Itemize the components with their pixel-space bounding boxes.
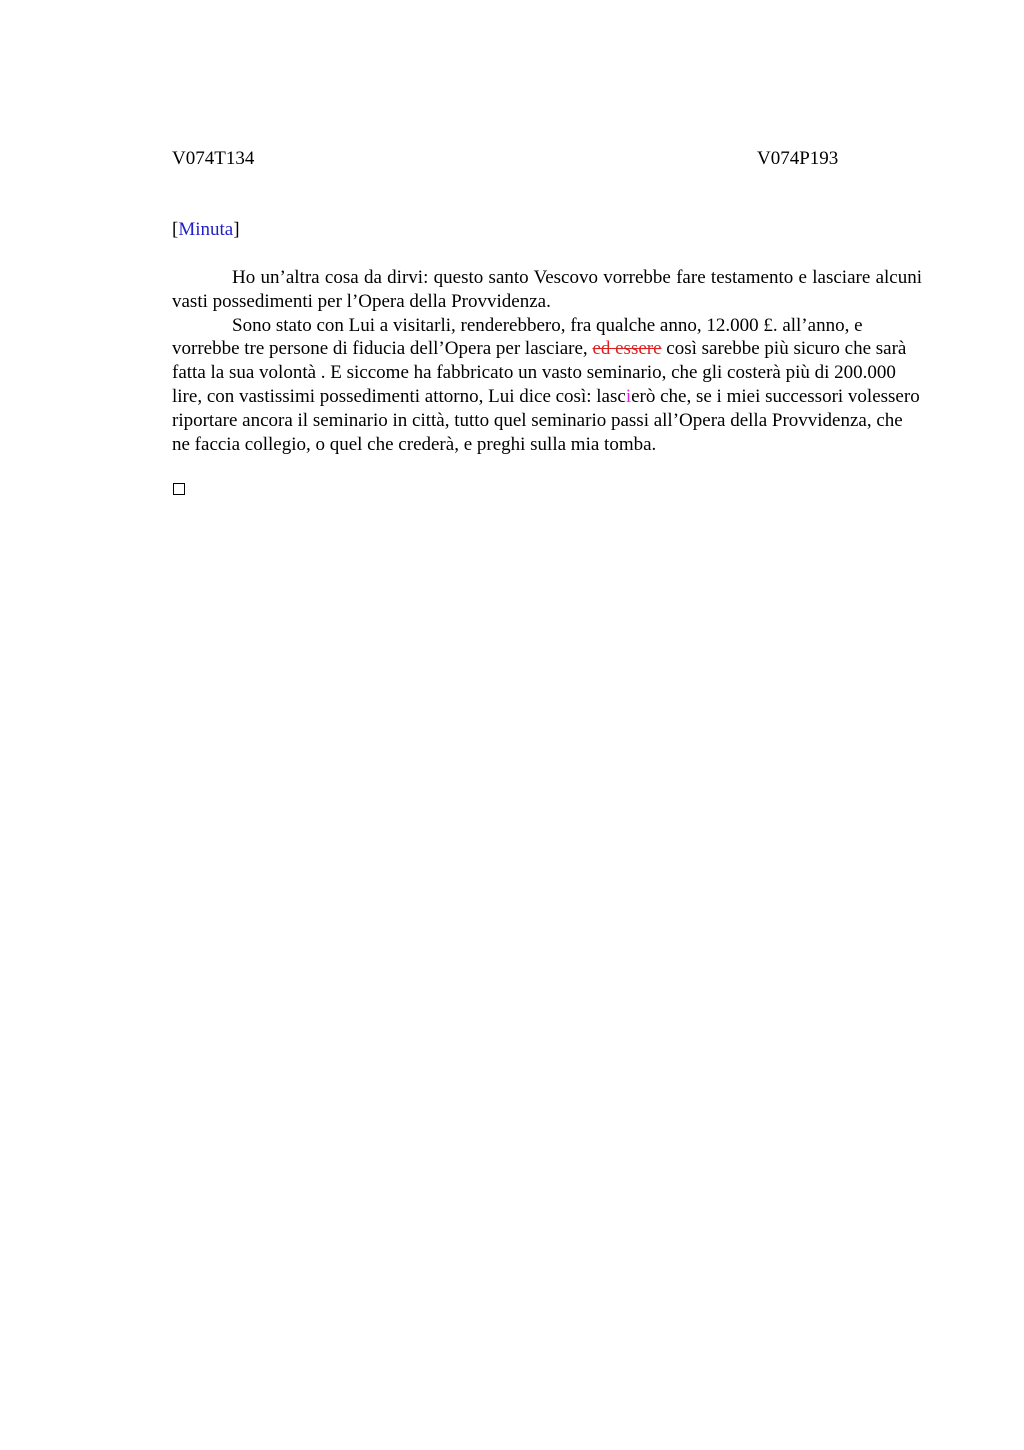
deleted-text: ed essere <box>592 338 662 360</box>
label-word: Minuta <box>178 219 234 240</box>
paragraph-second-part1: Sono stato con Lui a visitarli, renderebbero, fra qualche anno, 12.000 £. all’anno, e vorrebbe tre persone di fiducia dell’Opera per lasciare, <box>172 314 863 360</box>
end-marker-icon <box>173 483 185 495</box>
paragraph-second-part3: erò che, se i miei successori volessero riportare ancora il seminario in città, tutto quel seminario passi all’Opera della Provvidenza, che ne faccia collegio, o quel che crederà, e preghi sulla mia tomba. <box>172 385 920 455</box>
document-code-right: V074P193 <box>757 148 839 169</box>
label-open-bracket: [ <box>172 219 179 240</box>
paragraph-second <box>172 314 922 457</box>
paragraph-first: Ho un’altra cosa da dirvi: questo santo Vescovo vorrebbe fare testamento e lasciare alcuni vasti possedimenti per l’Opera della Provvidenza. <box>172 267 922 312</box>
letter-body <box>172 266 922 456</box>
document-type-label <box>172 218 240 242</box>
paragraph-second-part2: così sarebbe più sicuro che sarà fatta la sua volontà . E siccome ha fabbricato un vasto seminario, che gli costerà più di 200.000 lire, con vastissimi possedimenti attorno, Lui dice così: lasc <box>172 338 907 407</box>
label-close-bracket: ] <box>233 219 240 240</box>
inserted-letter: i <box>625 385 632 407</box>
document-code-left: V074T134 <box>172 148 255 169</box>
